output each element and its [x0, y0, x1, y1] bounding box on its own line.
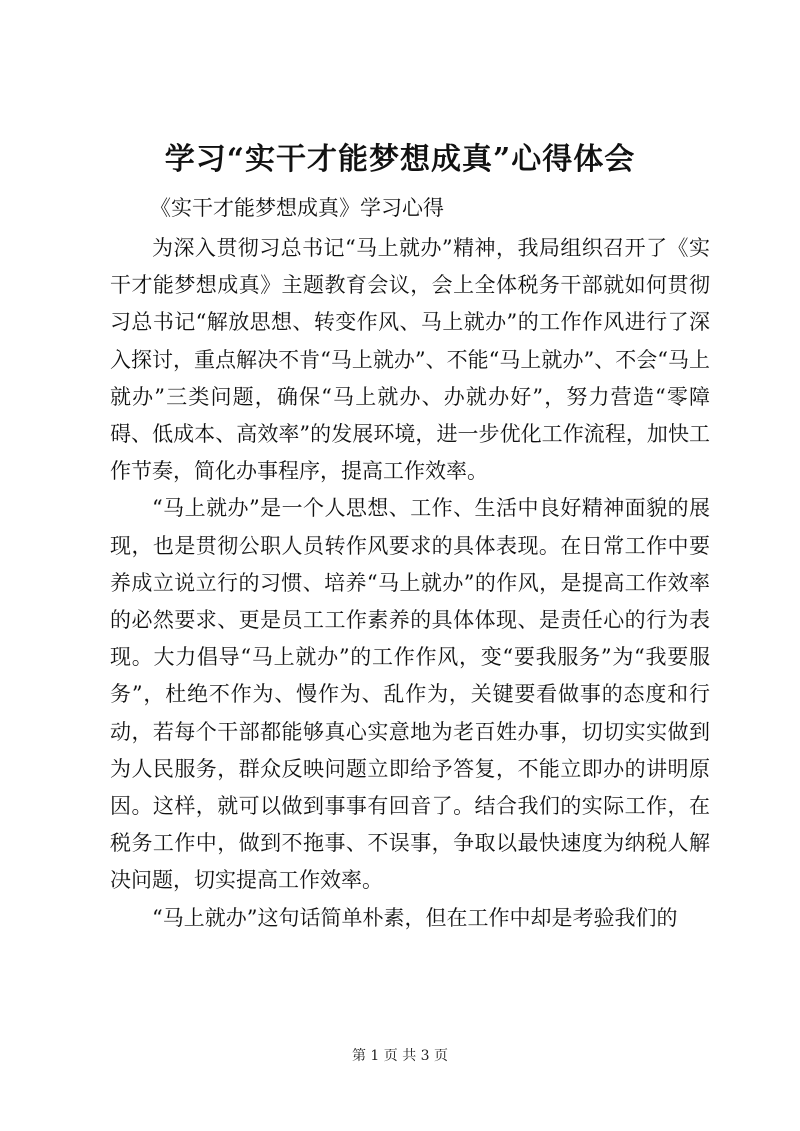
document-subtitle: 《实干才能梦想成真》学习心得 — [150, 196, 444, 220]
page-footer: 第 1 页 共 3 页 — [351, 1048, 449, 1064]
document-body — [110, 230, 710, 937]
paragraph: 为深入贯彻习总书记“马上就办”精神，我局组织召开了《实干才能梦想成真》主题教育会议，会上全体税务干部就如何贯彻习总书记“解放思想、转变作风、马上就办”的工作作风进行了深入探讨，重点解决不肯“马上就办”、不能“马上就办”、不会“马上就办”三类问题，确保“马上就办、办就办好”，努力营造“零障碍、低成本、高效率”的发展环境，进一步优化工作流程，加快工作节奏，简化办事程序，提高工作效率。 — [110, 236, 710, 484]
document-title: 学习“实干才能梦想成真”心得体会 — [164, 142, 636, 177]
paragraph: “马上就办”这句话简单朴素，但在工作中却是考验我们的 — [152, 905, 678, 930]
paragraph: “马上就办”是一个人思想、工作、生活中良好精神面貌的展现，也是贯彻公职人员转作风要求的具体表现。在日常工作中要养成立说立行的习惯、培养“马上就办”的作风，是提高工作效率的必然要求、更是员工工作素养的具体体现、是责任心的行为表现。大力倡导“马上就办”的工作作风，变“要我服务”为“我要服务”，杜绝不作为、慢作为、乱作为，关键要看做事的态度和行动，若每个干部都能够真心实意地为老百姓办事，切切实实做到为人民服务，群众反映问题立即给予答复，不能立即办的讲明原因。这样，就可以做到事事有回音了。结合我们的实际工作，在税务工作中，做到不拖事、不误事，争取以最快速度为纳税人解决问题，切实提高工作效率。 — [110, 496, 710, 893]
